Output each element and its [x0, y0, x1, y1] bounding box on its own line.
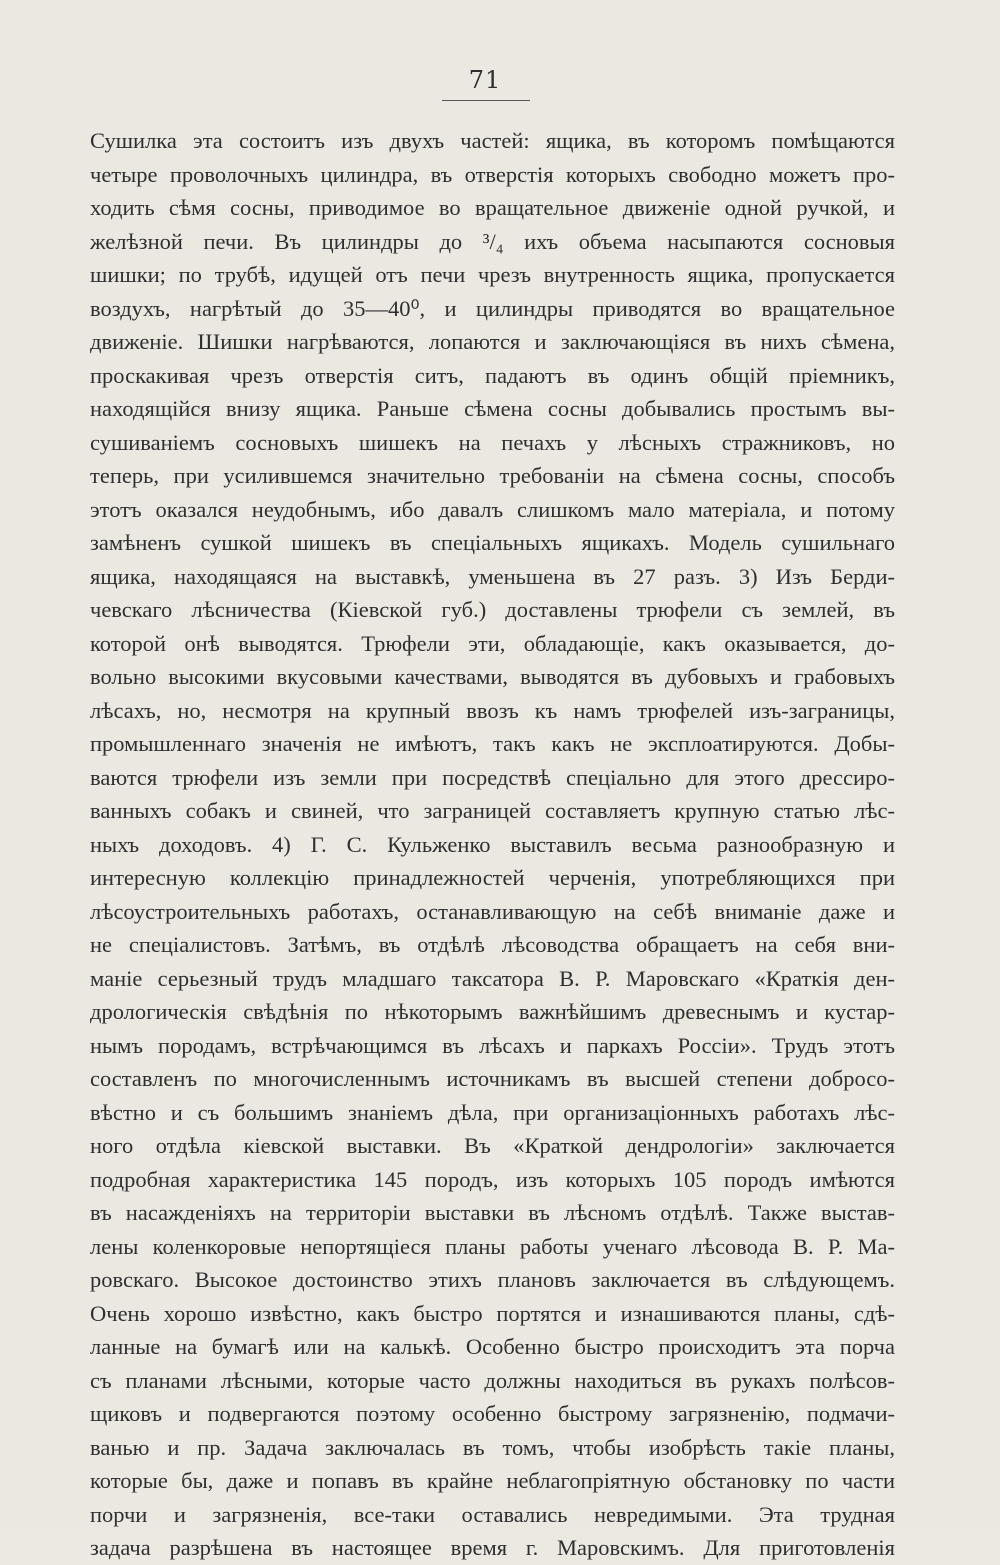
text-line: задача разрѣшена въ настоящее время г. Маровскимъ. Для приготовленія [90, 1535, 895, 1560]
text-line: ного отдѣла кіевской выставки. Въ «Краткой дендрологіи» заключается [90, 1133, 895, 1158]
text-line: интересную коллекцію принадлежностей черченія, употребляющихся при [90, 865, 895, 890]
text-line: лѣсоустроительныхъ работахъ, останавливающую на себѣ вниманіе даже и [90, 898, 895, 924]
text-line: въ насажденіяхъ на территоріи выставки въ лѣсномъ отдѣлѣ. Также выстав- [90, 1200, 895, 1225]
text-line: которые бы, даже и попавъ въ крайне неблагопріятную обстановку по части [90, 1468, 895, 1493]
text-line: движеніе. Шишки нагрѣваются, лопаются и заключающіяся въ нихъ сѣмена, [90, 329, 895, 354]
text-line: сушиваніемъ сосновыхъ шишекъ на печахъ у лѣсныхъ стражниковъ, но [90, 429, 895, 455]
text-line: четыре проволочныхъ цилиндра, въ отверстія которыхъ свободно можетъ про- [90, 161, 895, 187]
text-line: ваются трюфели изъ земли при посредствѣ спеціально для этого дрессиро- [90, 764, 895, 790]
text-line: замѣненъ сушкой шишекъ въ спеціальныхъ ящикахъ. Модель сушильнаго [90, 530, 895, 555]
text-line: которой онѣ выводятся. Трюфели эти, обладающіе, какъ оказывается, до- [90, 630, 895, 656]
text-line: ходить сѣмя сосны, приводимое во вращательное движеніе одной ручкой, и [90, 195, 895, 220]
text-line: нымъ породамъ, встрѣчающимся въ лѣсахъ и паркахъ Россіи». Трудъ этотъ [90, 1032, 895, 1058]
text-line: Сушилка эта состоитъ изъ двухъ частей: ящика, въ которомъ помѣщаются [90, 128, 895, 153]
text-line: находящійся внизу ящика. Раньше сѣмена сосны добывались простымъ вы- [90, 396, 895, 421]
text-line: съ планами лѣсными, которые часто должны находиться въ рукахъ полѣсов- [90, 1367, 895, 1393]
text-line: вѣстно и съ большимъ знаніемъ дѣла, при организаціонныхъ работахъ лѣс- [90, 1099, 895, 1125]
text-line: лѣсахъ, но, несмотря на крупный ввозъ къ намъ трюфелей изъ-заграницы, [90, 697, 895, 723]
text-line: Очень хорошо извѣстно, какъ быстро портятся и изнашиваются планы, сдѣ- [90, 1300, 895, 1326]
text-line: шишки; по трубѣ, идущей отъ печи чрезъ внутренность ящика, пропускается [90, 262, 895, 287]
text-line: чевскаго лѣсничества (Кіевской губ.) доставлены трюфели съ землей, въ [90, 597, 895, 622]
text-line: вольно высокими вкусовыми качествами, выводятся въ дубовыхъ и грабовыхъ [90, 664, 895, 689]
text-line: ванью и пр. Задача заключалась въ томъ, чтобы изобрѣсть такіе планы, [90, 1434, 895, 1460]
text-line: теперь, при усилившемся значительно требованіи на сѣмена сосны, способъ [90, 463, 895, 488]
text-line: желѣзной печи. Въ цилиндры до ³/₄ ихъ объема насыпаются сосновыя [90, 228, 895, 254]
text-line: ровскаго. Высокое достоинство этихъ плановъ заключается въ слѣдующемъ. [90, 1267, 895, 1292]
text-line: этотъ оказался неудобнымъ, ибо давалъ слишкомъ мало матеріала, и потому [90, 496, 895, 522]
text-line: промышленнаго значенія не имѣютъ, такъ какъ не эксплоатируются. Добы- [90, 731, 895, 756]
text-line: ланные на бумагѣ или на калькѣ. Особенно быстро происходитъ эта порча [90, 1334, 895, 1359]
text-line: проскакивая чрезъ отверстія ситъ, падаютъ въ одинъ общій пріемникъ, [90, 362, 895, 388]
text-line: щиковъ и подвергаются поэтому особенно быстрому загрязненію, подмачи- [90, 1401, 895, 1426]
text-line: подробная характеристика 145 породъ, изъ которыхъ 105 породъ имѣются [90, 1166, 895, 1192]
text-line: не спеціалистовъ. Затѣмъ, въ отдѣлѣ лѣсоводства обращаетъ на себя вни- [90, 932, 895, 957]
text-line: маніе серьезный трудъ младшаго таксатора В. Р. Маровскаго «Краткія ден- [90, 965, 895, 991]
text-line: воздухъ, нагрѣтый до 35—40⁰, и цилиндры приводятся во вращательное [90, 295, 895, 321]
text-line: лены коленкоровые непортящіеся планы работы ученаго лѣсовода В. Р. Ма- [90, 1233, 895, 1259]
text-line: составленъ по многочисленнымъ источникамъ въ высшей степени добросо- [90, 1066, 895, 1091]
text-line: порчи и загрязненія, все-таки оставались невредимыми. Эта трудная [90, 1501, 895, 1527]
text-line: ныхъ доходовъ. 4) Г. С. Кульженко выставилъ весьма разнообразную и [90, 831, 895, 857]
page-number: 71 [468, 66, 502, 94]
body-text [90, 124, 895, 1565]
page-number-rule [442, 100, 530, 101]
text-line: дрологическія свѣдѣнія по нѣкоторымъ важнѣйшимъ древеснымъ и кустар- [90, 999, 895, 1024]
text-line: ящика, находящаяся на выставкѣ, уменьшена въ 27 разъ. 3) Изъ Берди- [90, 563, 895, 589]
text-line: ванныхъ собакъ и свиней, что заграницей составляетъ крупную статью лѣс- [90, 798, 895, 823]
